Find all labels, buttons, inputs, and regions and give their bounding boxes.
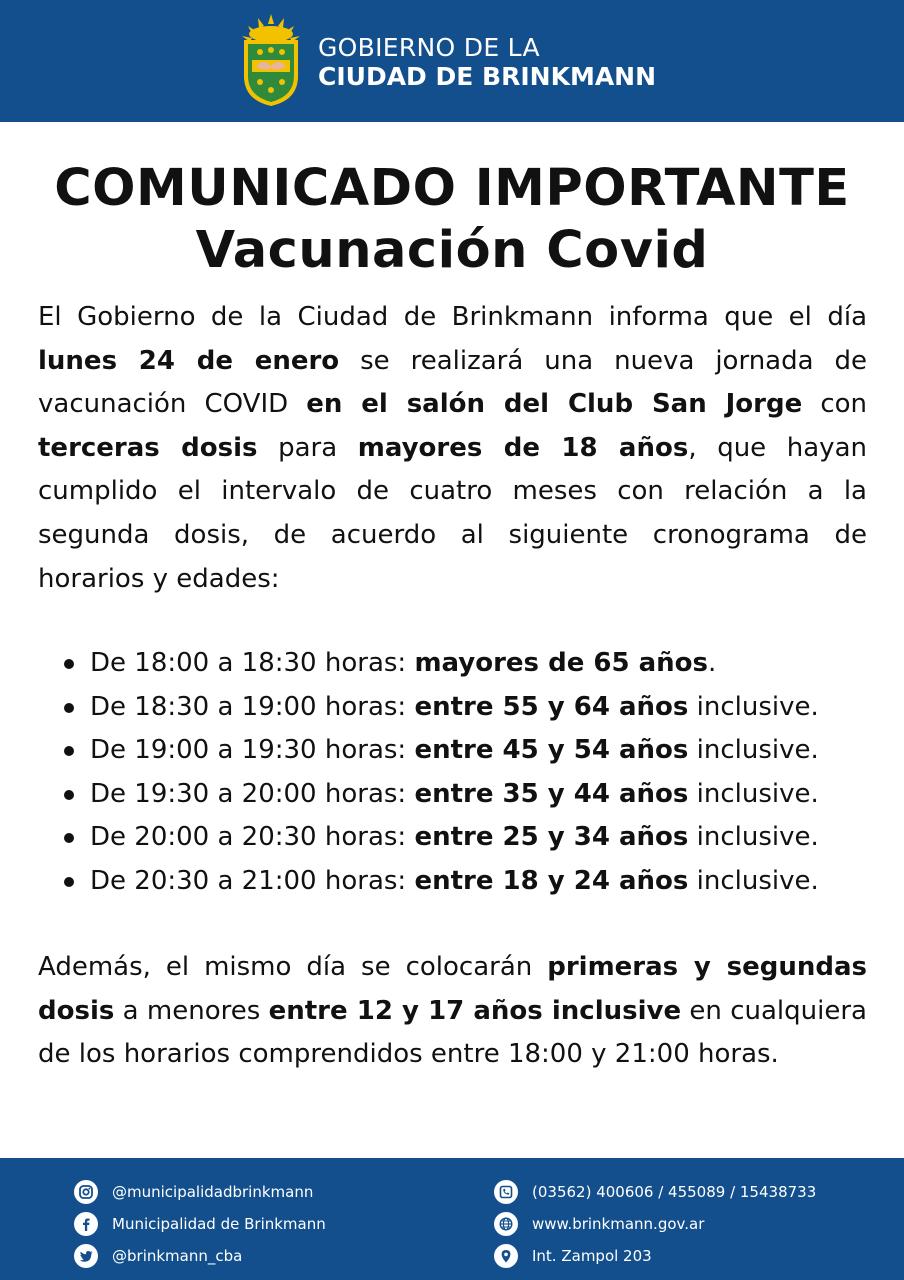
schedule-time: De 20:30 a 21:00 horas: [90, 865, 415, 896]
schedule-time: De 19:00 a 19:30 horas: [90, 735, 415, 766]
schedule-time: De 20:00 a 20:30 horas: [90, 822, 415, 853]
phone-numbers: (03562) 400606 / 455089 / 15438733 [532, 1183, 817, 1201]
schedule-suffix: inclusive. [688, 735, 819, 766]
schedule-group: entre 55 y 64 años [414, 691, 689, 722]
phone-contact[interactable] [494, 1180, 816, 1204]
schedule-item [58, 773, 819, 817]
address-contact[interactable] [494, 1244, 652, 1268]
phone-icon [494, 1180, 518, 1204]
instagram-icon [74, 1180, 98, 1204]
schedule-group: entre 25 y 34 años [414, 822, 689, 853]
location-pin-icon [494, 1244, 518, 1268]
city-crest-logo [238, 12, 304, 108]
org-name-line1: GOBIERNO DE LA [318, 33, 540, 62]
schedule-suffix: inclusive. [688, 778, 819, 809]
twitter-contact[interactable] [74, 1244, 242, 1268]
bullet-icon [64, 659, 74, 669]
instagram-contact[interactable] [74, 1180, 313, 1204]
schedule-item [58, 816, 819, 860]
intro-paragraph [38, 296, 867, 601]
schedule-item [58, 642, 819, 686]
facebook-contact[interactable] [74, 1212, 326, 1236]
title-line2: Vacunación Covid [195, 221, 709, 280]
footer-contacts [0, 1158, 904, 1280]
intro-text: con [802, 389, 867, 420]
schedule-list [58, 642, 819, 904]
facebook-page: Municipalidad de Brinkmann [112, 1215, 326, 1233]
intro-text: El Gobierno de la Ciudad de Brinkmann informa que el día [38, 302, 867, 332]
schedule-time: De 18:30 a 19:00 horas: [90, 691, 415, 722]
bullet-icon [64, 790, 74, 800]
schedule-group: mayores de 65 años [414, 648, 709, 678]
globe-icon [494, 1212, 518, 1236]
additional-bold-doses: primeras y segundas dosis [38, 952, 867, 1026]
intro-text: para [257, 432, 358, 463]
facebook-icon [74, 1212, 98, 1236]
additional-bold-age: entre 12 y 17 años inclusive [268, 995, 682, 1026]
schedule-item [58, 729, 819, 773]
intro-bold-date: lunes 24 de enero [38, 345, 340, 376]
header-banner [0, 0, 904, 122]
additional-text: a menores [114, 995, 269, 1026]
bullet-icon [64, 746, 74, 756]
intro-bold-age: mayores de 18 años [357, 432, 689, 463]
bullet-icon [64, 703, 74, 713]
twitter-handle: @brinkmann_cba [112, 1247, 243, 1265]
organization-name [318, 34, 656, 92]
intro-text: se realizará una nueva jornada de vacunación COVID [38, 345, 867, 420]
schedule-item [58, 686, 819, 730]
intro-text: , que hayan cumplido el intervalo de cuatro meses con relación a la segunda dosis, de acuerdo al siguiente cronograma de horarios y edades: [38, 432, 867, 594]
additional-text: en cualquiera de los horarios comprendidos entre 18:00 y 21:00 horas. [38, 995, 867, 1070]
website-contact[interactable] [494, 1212, 704, 1236]
schedule-suffix: . [708, 648, 717, 678]
website-url: www.brinkmann.gov.ar [532, 1215, 705, 1233]
schedule-time: De 18:00 a 18:30 horas: [90, 648, 415, 678]
schedule-time: De 19:30 a 20:00 horas: [90, 778, 415, 809]
intro-bold-dose: terceras dosis [38, 432, 258, 463]
intro-bold-venue: en el salón del Club San Jorge [306, 389, 803, 420]
bullet-icon [64, 833, 74, 843]
instagram-handle: @municipalidadbrinkmann [112, 1183, 314, 1201]
schedule-suffix: inclusive. [688, 865, 819, 896]
schedule-suffix: inclusive. [688, 691, 819, 722]
org-name-line2: CIUDAD DE BRINKMANN [318, 62, 657, 91]
schedule-group: entre 18 y 24 años [414, 865, 689, 896]
schedule-group: entre 45 y 54 años [414, 735, 689, 766]
title-line1: COMUNICADO IMPORTANTE [54, 159, 850, 218]
additional-paragraph [38, 946, 867, 1077]
schedule-suffix: inclusive. [688, 822, 819, 853]
twitter-icon [74, 1244, 98, 1268]
additional-text: Además, el mismo día se colocarán [38, 952, 548, 982]
schedule-group: entre 35 y 44 años [414, 778, 689, 809]
page-title [0, 158, 904, 282]
bullet-icon [64, 877, 74, 887]
schedule-item [58, 860, 819, 904]
street-address: Int. Zampol 203 [532, 1247, 652, 1265]
